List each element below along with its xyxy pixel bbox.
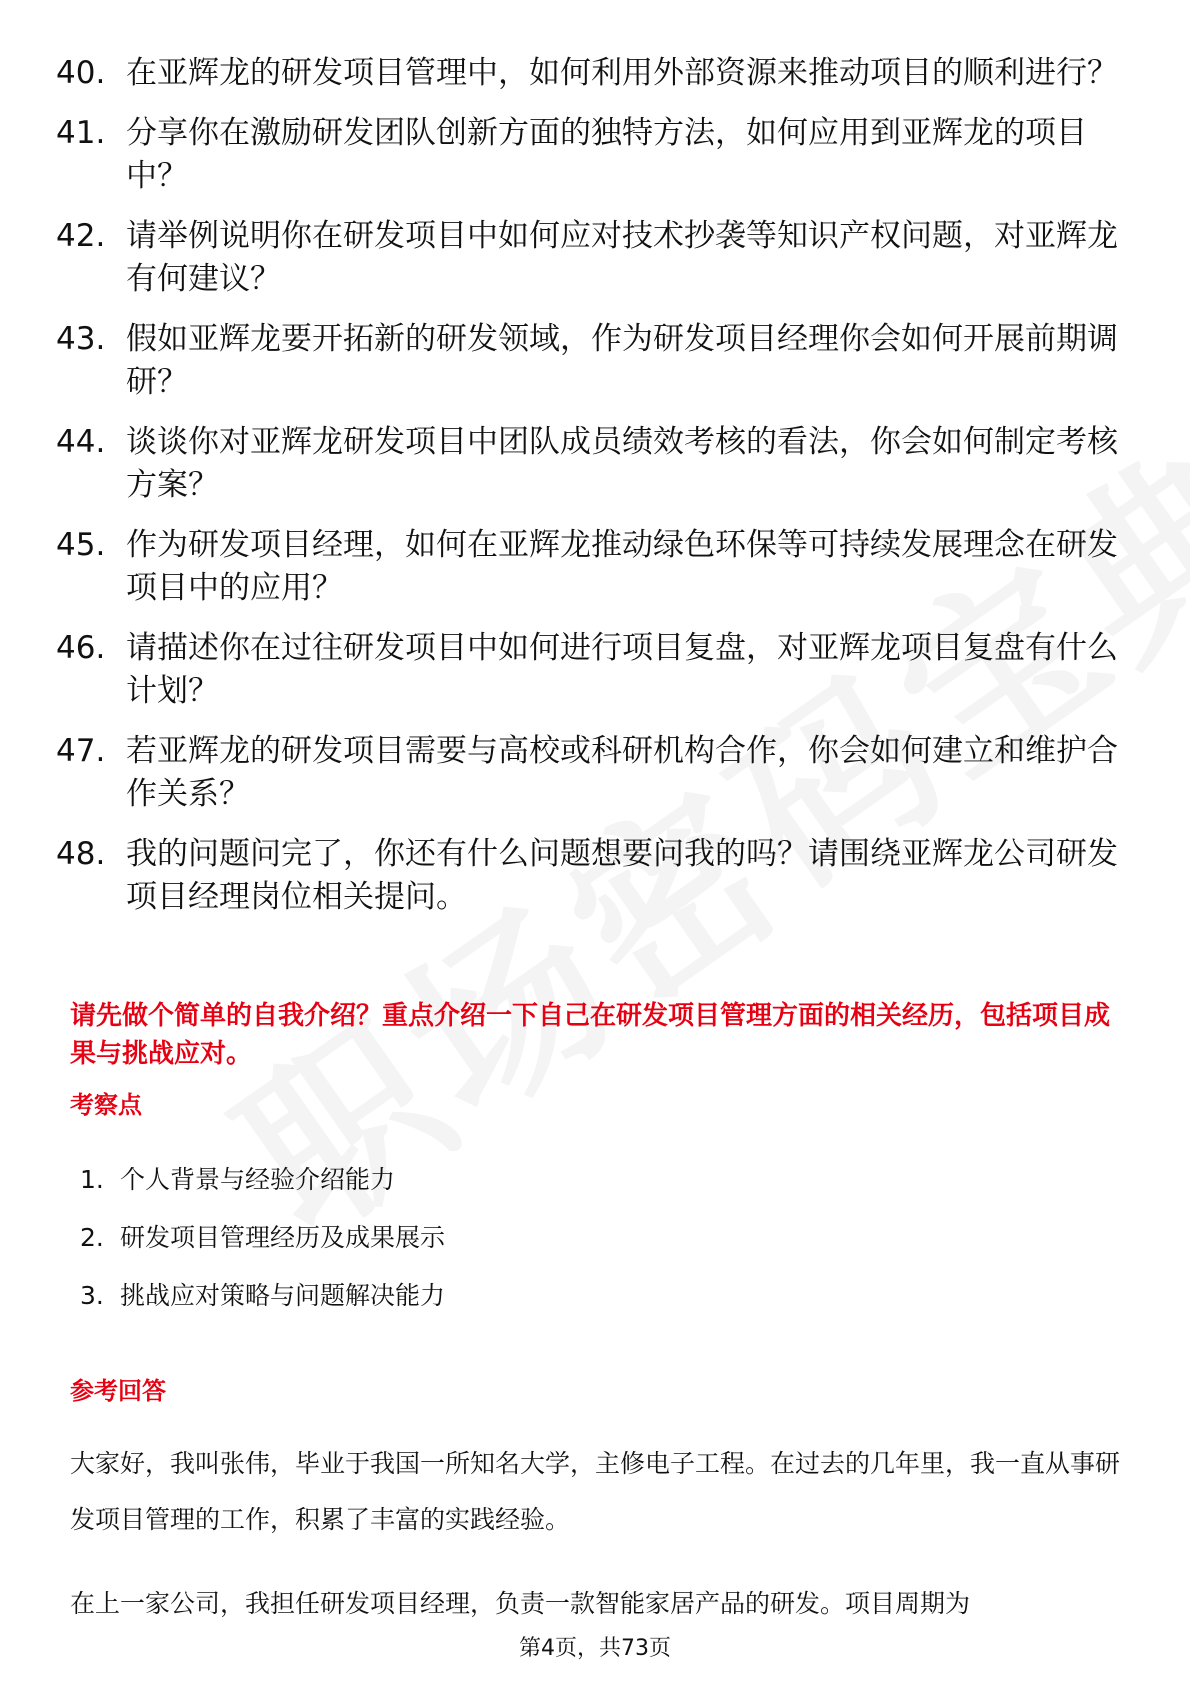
question-text: 假如亚辉龙要开拓新的研发领域，作为研发项目经理你会如何开展前期调研？ <box>126 321 1118 400</box>
question-number: 44. <box>56 424 106 460</box>
question-number: 41. <box>56 115 106 151</box>
question-text: 谈谈你对亚辉龙研发项目中团队成员绩效考核的看法，你会如何制定考核方案？ <box>126 424 1118 503</box>
highlight-question: 请先做个简单的自我介绍？重点介绍一下自己在研发项目管理方面的相关经历，包括项目成果与挑战应对。 <box>70 1001 1111 1069</box>
question-number: 40. <box>56 55 106 91</box>
question-text: 请举例说明你在研发项目中如何应对技术抄袭等知识产权问题，对亚辉龙有何建议？ <box>126 218 1118 297</box>
assessment-point <box>80 1165 445 1195</box>
question-item <box>56 833 1136 919</box>
question-item <box>56 627 1136 713</box>
question-list <box>56 52 1136 936</box>
question-item <box>56 730 1136 816</box>
question-number: 48. <box>56 836 106 872</box>
question-item <box>56 318 1136 404</box>
point-number: 2. <box>80 1223 104 1252</box>
point-text: 研发项目管理经历及成果展示 <box>120 1223 446 1252</box>
assessment-points <box>80 1165 445 1339</box>
question-text: 在亚辉龙的研发项目管理中，如何利用外部资源来推动项目的顺利进行？ <box>126 55 1118 91</box>
question-number: 43. <box>56 321 106 357</box>
question-text: 我的问题问完了，你还有什么问题想要问我的吗？请围绕亚辉龙公司研发项目经理岗位相关提问。 <box>126 836 1118 915</box>
question-item <box>56 112 1136 198</box>
question-number: 42. <box>56 218 106 254</box>
question-text: 请描述你在过往研发项目中如何进行项目复盘，对亚辉龙项目复盘有什么计划？ <box>126 630 1118 709</box>
question-item <box>56 52 1136 95</box>
question-item <box>56 215 1136 301</box>
reference-heading: 参考回答 <box>70 1377 166 1405</box>
point-number: 1. <box>80 1165 104 1194</box>
question-text: 作为研发项目经理，如何在亚辉龙推动绿色环保等可持续发展理念在研发项目中的应用？ <box>126 527 1118 606</box>
question-text: 若亚辉龙的研发项目需要与高校或科研机构合作，你会如何建立和维护合作关系？ <box>126 733 1118 812</box>
question-item <box>56 421 1136 507</box>
point-text: 挑战应对策略与问题解决能力 <box>120 1281 446 1310</box>
page-footer: 第4页，共73页 <box>519 1636 671 1661</box>
assessment-point <box>80 1281 445 1311</box>
question-number: 47. <box>56 733 106 769</box>
question-number: 46. <box>56 630 106 666</box>
answer-paragraph: 在上一家公司，我担任研发项目经理，负责一款智能家居产品的研发。项目周期为 <box>70 1589 971 1618</box>
assessment-point <box>80 1223 445 1253</box>
answer-paragraph: 大家好，我叫张伟，毕业于我国一所知名大学，主修电子工程。在过去的几年里，我一直从事研发项目管理的工作，积累了丰富的实践经验。 <box>70 1449 1121 1534</box>
assessment-heading: 考察点 <box>70 1091 142 1119</box>
point-text: 个人背景与经验介绍能力 <box>120 1165 396 1194</box>
question-number: 45. <box>56 527 106 563</box>
point-number: 3. <box>80 1281 104 1310</box>
question-item <box>56 524 1136 610</box>
question-text: 分享你在激励研发团队创新方面的独特方法，如何应用到亚辉龙的项目中？ <box>126 115 1087 194</box>
